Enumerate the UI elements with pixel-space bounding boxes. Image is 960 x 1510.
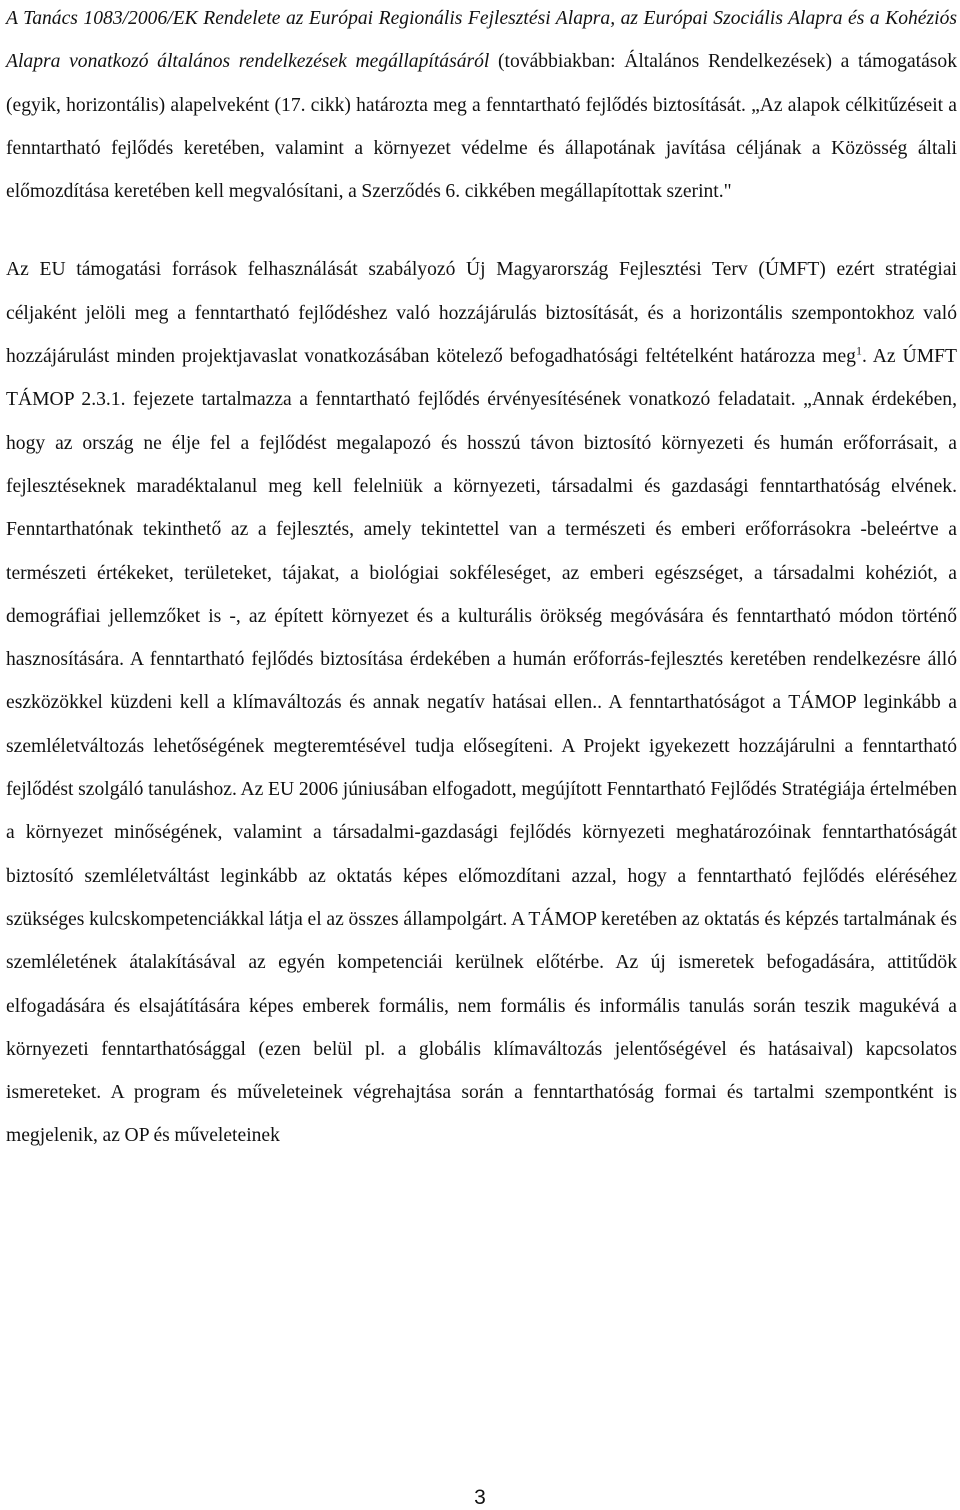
- document-page: [6, 0, 957, 1158]
- footnote-reference[interactable]: 1: [855, 343, 862, 358]
- paragraph-1-text: (továbbiakban: Általános Rendelkezések) a támogatások (egyik, horizontális) alapelveként (17. cikk) határozta meg a fenntartható fejlődés biztosítását. „Az alapok célkitűzéseit a fenntartható fejlődés keretében, valamint a környezet védelme és állapotának javítása céljának a Közösség általi előmozdítása keretében kell megvalósítani, a Szerződés 6. cikkében megállapítottak szerint.": [6, 51, 957, 203]
- page-number: 3: [474, 1486, 486, 1509]
- paragraph-regulation-intro: [6, 0, 957, 213]
- paragraph-2-text-after-footnote: . Az ÚMFT TÁMOP 2.3.1. fejezete tartalmazza a fenntartható fejlődés érvényesítésének vonatkozó feladatait. „Annak érdekében, hogy az ország ne élje fel a fejlődést megalapozó és hosszú távon biztosító környezeti és humán erőforrásait, a fejlesztéseknek maradéktalanul meg kell felelniük a környezeti, társadalmi és gazdasági fenntarthatóság elvének. Fenntarthatónak tekinthető az a fejlesztés, amely tekintettel van a természeti és emberi erőforrásokra -beleértve a természeti értékeket, területeket, tájakat, a biológiai sokféleséget, az emberi egészséget, a társadalmi kohéziót, a demográfiai jellemzőket is -, az épített környezet és a kulturális örökség megóvására és fenntartható módon történő hasznosítására. A fenntartható fejlődés biztosítása érdekében a humán erőforrás-fejlesztés keretében rendelkezésre álló eszközökkel küzdeni kell a klímaváltozás és annak negatív hatásai ellen.. A fenntarthatóságot a TÁMOP leginkább a szemléletváltozás lehetőségének megteremtésével tudja elősegíteni. A Projekt igyekezett hozzájárulni a fenntartható fejlődést szolgáló tanuláshoz. Az EU 2006 júniusában elfogadott, megújított Fenntartható Fejlődés Stratégiája értelmében a környezet minőségének, valamint a társadalmi-gazdasági fejlődés környezeti meghatározóinak fenntarthatóságát biztosító szemléletváltást leginkább az oktatás képes előmozdítani azzal, hogy a fenntartható fejlődés eléréséhez szükséges kulcskompetenciákkal látja el az összes állampolgárt. A TÁMOP keretében az oktatás és képzés tartalmának és szemléletének átalakításával az egyén kompetenciái kerülnek előtérbe. Az új ismeretek befogadására, attitűdök elfogadására és elsajátítására képes emberek formális, nem formális és informális tanulás során teszik magukévá a környezeti fenntarthatósággal (ezen belül pl. a globális klímaváltozás jelentőségével és hatásaival) kapcsolatos ismereteket. A program és műveleteinek végrehajtása során a fenntarthatóság formai és tartalmi szempontként is megjelenik, az OP és műveleteinek: [6, 346, 957, 1147]
- paragraph-2-text-before-footnote: Az EU támogatási források felhasználását szabályozó Új Magyarország Fejlesztési Terv (ÚMFT) ezért stratégiai céljaként jelöli meg a fenntartható fejlődéshez való hozzájárulás biztosítását, és a horizontális szempontokhoz való hozzájárulást minden projektjavaslat vonatkozásában kötelező befogadhatósági feltételként határozza meg: [6, 259, 957, 368]
- paragraph-umft-tamop: [6, 248, 957, 1157]
- regulation-title-italic: A Tanács 1083/2006/EK Rendelete az Európai Regionális Fejlesztési Alapra, az Európai Szociális Alapra és a Kohéziós Alapra vonatkozó általános rendelkezések megállapításáról: [6, 8, 957, 73]
